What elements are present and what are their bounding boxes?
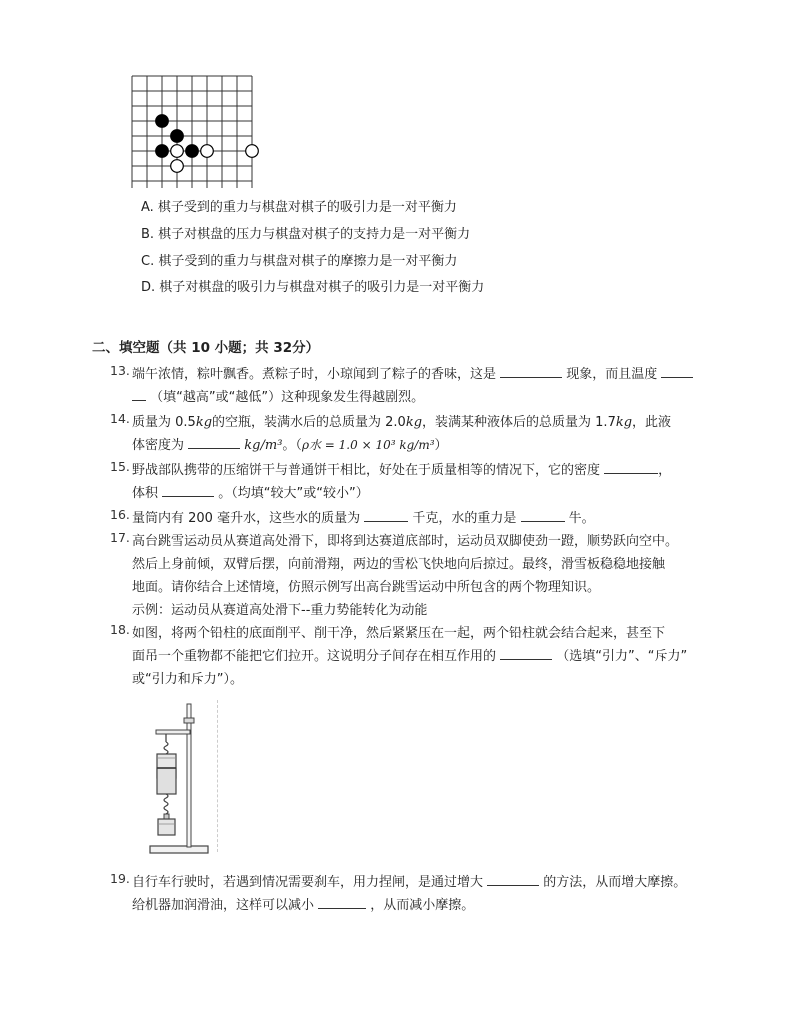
stand-clamp [184,718,194,723]
option-a: A. 棋子受到的重力与棋盘对棋子的吸引力是一对平衡力 [141,200,457,215]
black-stone [156,145,169,158]
lower-spring [164,794,168,814]
text: ，装满某种液体后的总质量为 1.7 [422,415,616,430]
text: 。（ [282,438,302,453]
unit: kg [195,415,213,430]
question-15-line-1 [132,459,671,478]
answer-blank[interactable] [500,647,552,660]
question-17-example: 示例：运动员从赛道高处滑下--重力势能转化为动能 [132,603,428,618]
question-number: 15. [110,459,130,474]
black-stone [156,115,169,128]
answer-blank[interactable] [188,436,240,449]
answer-blank[interactable] [162,484,214,497]
stand-base [150,846,208,853]
text: 野战部队携带的压缩饼干与普通饼干相比，好处在于质量相等的情况下，它的密度 [132,463,601,478]
text: 的方法，从而增大摩擦。 [543,875,687,890]
lead-cylinder-bottom [157,768,176,794]
white-stone [246,145,259,158]
text: 牛。 [568,511,595,526]
text: 面吊一个重物都不能把它们拉开。这说明分子间存在相互作用的 [132,649,497,664]
text: 端午浓情，粽叶飘香。煮粽子时，小琼闻到了粽子的香味，这是 [132,367,497,382]
question-14-line-2 [132,434,448,453]
text: 给机器加润滑油，这样可以减小 [132,898,315,913]
question-14-line-1 [132,411,671,430]
white-stone [201,145,214,158]
lead-cylinders-figure [140,700,220,860]
question-17-line-1: 高台跳雪运动员从赛道高处滑下，即将到达赛道底部时，运动员双脚使劲一蹬，顺势跃向空中。 [132,534,679,549]
question-17-line-3: 地面。请你结合上述情境，仿照示例写出高台跳雪运动中所包含的两个物理知识。 [132,580,601,595]
question-16-line [132,507,595,526]
question-17-line-2: 然后上身前倾，双臂后摆，向前滑翔，两边的雪松飞快地向后掠过。最终，滑雪板稳稳地接触 [132,557,666,572]
question-15-line-2 [132,482,369,501]
white-stone [171,145,184,158]
text: ，从而减小摩擦。 [370,898,475,913]
stand-arm [156,730,190,734]
answer-blank[interactable] [487,873,539,886]
text: 千克，水的重力是 [412,511,517,526]
question-number: 18. [110,622,130,637]
upper-spring [164,742,168,754]
board-grid [132,76,252,189]
question-13-line-2 [132,386,424,405]
option-c: C. 棋子受到的重力与棋盘对棋子的摩擦力是一对平衡力 [141,254,458,269]
black-stone [171,130,184,143]
question-number: 16. [110,507,130,522]
unit: kg/m³ [244,438,283,453]
option-d: D. 棋子对棋盘的吸引力与棋盘对棋子的吸引力是一对平衡力 [141,280,485,295]
answer-blank[interactable] [318,896,366,909]
text: ） [434,438,448,453]
text: 体积 [132,486,159,501]
text: 现象，而且温度 [566,367,658,382]
unit: kg [405,415,423,430]
text: ， [658,463,672,478]
question-19-line-2 [132,894,474,913]
answer-blank[interactable] [604,461,658,474]
question-number: 19. [110,871,130,886]
text: 。（均填“较大”或“较小”） [218,486,369,501]
white-stone [171,160,184,173]
weight-hook [164,814,169,819]
weight [158,819,175,835]
text: 自行车行驶时，若遇到情况需要刹车，用力捏闸，是通过增大 [132,875,484,890]
section-title: 二、填空题（共 10 小题；共 32分） [92,340,320,356]
text: 的空瓶，装满水后的总质量为 2.0 [212,415,406,430]
question-18-line-1: 如图，将两个铅柱的底面削平、削干净，然后紧紧压在一起，两个铅柱就会结合起来，甚至下 [132,626,666,641]
question-18-line-2 [132,645,687,664]
answer-blank[interactable] [132,388,146,401]
answer-blank[interactable] [661,365,693,378]
answer-blank[interactable] [500,365,562,378]
answer-blank[interactable] [364,509,408,522]
text: （填“越高”或“越低”）这种现象发生得越剧烈。 [150,390,425,405]
question-18-line-3: 或“引力和斥力”）。 [132,672,243,687]
answer-blank[interactable] [521,509,565,522]
text: 量筒内有 200 毫升水，这些水的质量为 [132,511,361,526]
question-19-line-1 [132,871,686,890]
question-number: 17. [110,530,130,545]
question-number: 13. [110,363,130,378]
text: ，此液 [632,415,672,430]
stand-pole [187,704,191,847]
black-stone [186,145,199,158]
water-density: ρ水 = 1.0 × 10³ kg/m³ [301,438,435,452]
text: 质量为 0.5 [132,415,196,430]
option-b: B. 棋子对棋盘的压力与棋盘对棋子的支持力是一对平衡力 [141,227,471,242]
go-board-figure [130,74,270,189]
text: （选填“引力”、“斥力” [556,649,688,664]
unit: kg [615,415,633,430]
question-number: 14. [110,411,130,426]
text: 体密度为 [132,438,185,453]
question-13-line-1 [132,363,693,382]
